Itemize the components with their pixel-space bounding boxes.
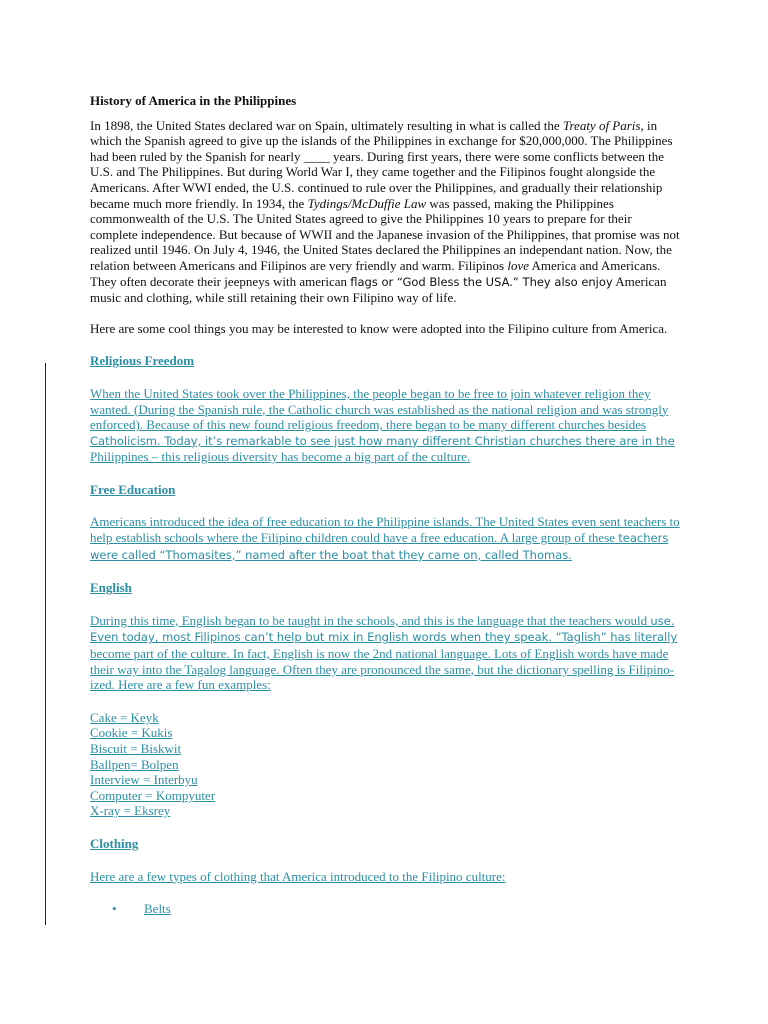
religious-text-2: Philippines – this religious diversity has become a big part of the culture. <box>90 449 471 465</box>
clothing-list-item[interactable] <box>112 901 682 917</box>
document-body <box>90 93 682 917</box>
clothing-heading[interactable]: Clothing <box>90 835 139 851</box>
example-item[interactable]: Interview = Interbyu <box>90 772 198 788</box>
intro-text-2: , in which the Spanish agreed to give up the islands of the Philippines in exchange for $20,000,000. The Philippines had been ruled by the Spanish for nearly ____ years. During first years, there were some conflicts between the U.S. and The Philippines. But during World War I, they came together and the Filipinos fought alongside the Americans. After WWI ended, the U.S. continued to rule over the Philippines, and gradually their relationship became much more friendly. In 1934, the <box>90 117 673 211</box>
english-text-1: During this time, English began to be taught in the schools, and this is the language that the teachers would <box>90 612 651 628</box>
example-item[interactable]: Computer = Kompyuter <box>90 787 216 803</box>
intro-text-sans: flags or “God Bless the USA.” They also enjoy <box>350 274 613 289</box>
intro-paragraph <box>90 118 682 306</box>
lead-paragraph: Here are some cool things you may be interested to know were adopted into the Filipino culture from America. <box>90 320 668 336</box>
example-item[interactable]: Cake = Keyk <box>90 709 159 725</box>
example-item[interactable]: Cookie = Kukis <box>90 725 173 741</box>
document-title: History of America in the Philippines <box>90 93 297 108</box>
intro-tydings-law: Tydings/McDuffie Law <box>307 195 427 211</box>
clothing-list <box>90 901 682 917</box>
intro-text-4: America and Americans. They often decorate their jeepneys with american <box>90 257 661 289</box>
bullet-icon: • <box>112 901 117 917</box>
intro-text-5: American music and clothing, while still retaining their own Filipino way of life. <box>90 273 667 306</box>
example-item[interactable]: X-ray = Eksrey <box>90 803 171 819</box>
free-education-text[interactable] <box>90 514 682 563</box>
english-examples-list[interactable] <box>90 710 682 819</box>
religious-freedom-heading[interactable]: Religious Freedom <box>90 353 195 369</box>
example-item[interactable]: Biscuit = Biskwit <box>90 741 182 756</box>
clothing-text[interactable]: Here are a few types of clothing that America introduced to the Filipino culture: <box>90 868 506 884</box>
education-text-sans: teachers were called “Thomasites,” named after the boat that they came on, called Thomas. <box>90 531 669 562</box>
example-item[interactable]: Ballpen= Bolpen <box>90 756 179 772</box>
intro-love: love <box>507 257 529 273</box>
clothing-item-label[interactable]: Belts <box>144 901 171 917</box>
english-heading[interactable]: English <box>90 580 132 596</box>
religious-text-sans: Catholicism. Today, it’s remarkable to see just how many different Christian churches there are in the <box>90 433 675 448</box>
free-education-heading[interactable]: Free Education <box>90 481 176 497</box>
english-text[interactable] <box>90 613 682 693</box>
intro-text-3: was passed, making the Philippines commonwealth of the U.S. The United States agreed to give the Philippines 10 years to prepare for their complete independence. But because of WWII and the Japanese invasion of the Philippines, that promise was not realized until 1946. On July 4, 1946, the United States declared the Philippines an independant nation. Now, the relation between Americans and Filipinos are very friendly and warm. Filipinos <box>90 195 680 273</box>
religious-text-1: When the United States took over the Philippines, the people began to be free to join whatever religion they wanted. (During the Spanish rule, the Catholic church was established as the national religion and was strongly enforced). Because of this new found religious freedom, there began to be many different churches besides <box>90 385 669 433</box>
english-text-2: become part of the culture. In fact, English is now the 2nd national language. Lots of English words have made their way into the Tagalog language. Often they are pronounced the same, but the dictionary spelling is Filipino-ized. Here are a few fun examples: <box>90 646 675 693</box>
religious-freedom-text[interactable] <box>90 386 682 465</box>
intro-treaty-of-paris: Treaty of Paris <box>562 117 641 133</box>
education-text-1: Americans introduced the idea of free education to the Philippine islands. The United States even sent teachers to help establish schools where the Filipino children could have a free education. A large group of these <box>90 514 680 546</box>
english-text-sans: use. Even today, most Filipinos can’t help but mix in English words when they speak. “Taglish” has literally <box>90 613 678 645</box>
margin-rule <box>45 363 46 925</box>
intro-text-1: In 1898, the United States declared war on Spain, ultimately resulting in what is called the <box>90 117 563 133</box>
